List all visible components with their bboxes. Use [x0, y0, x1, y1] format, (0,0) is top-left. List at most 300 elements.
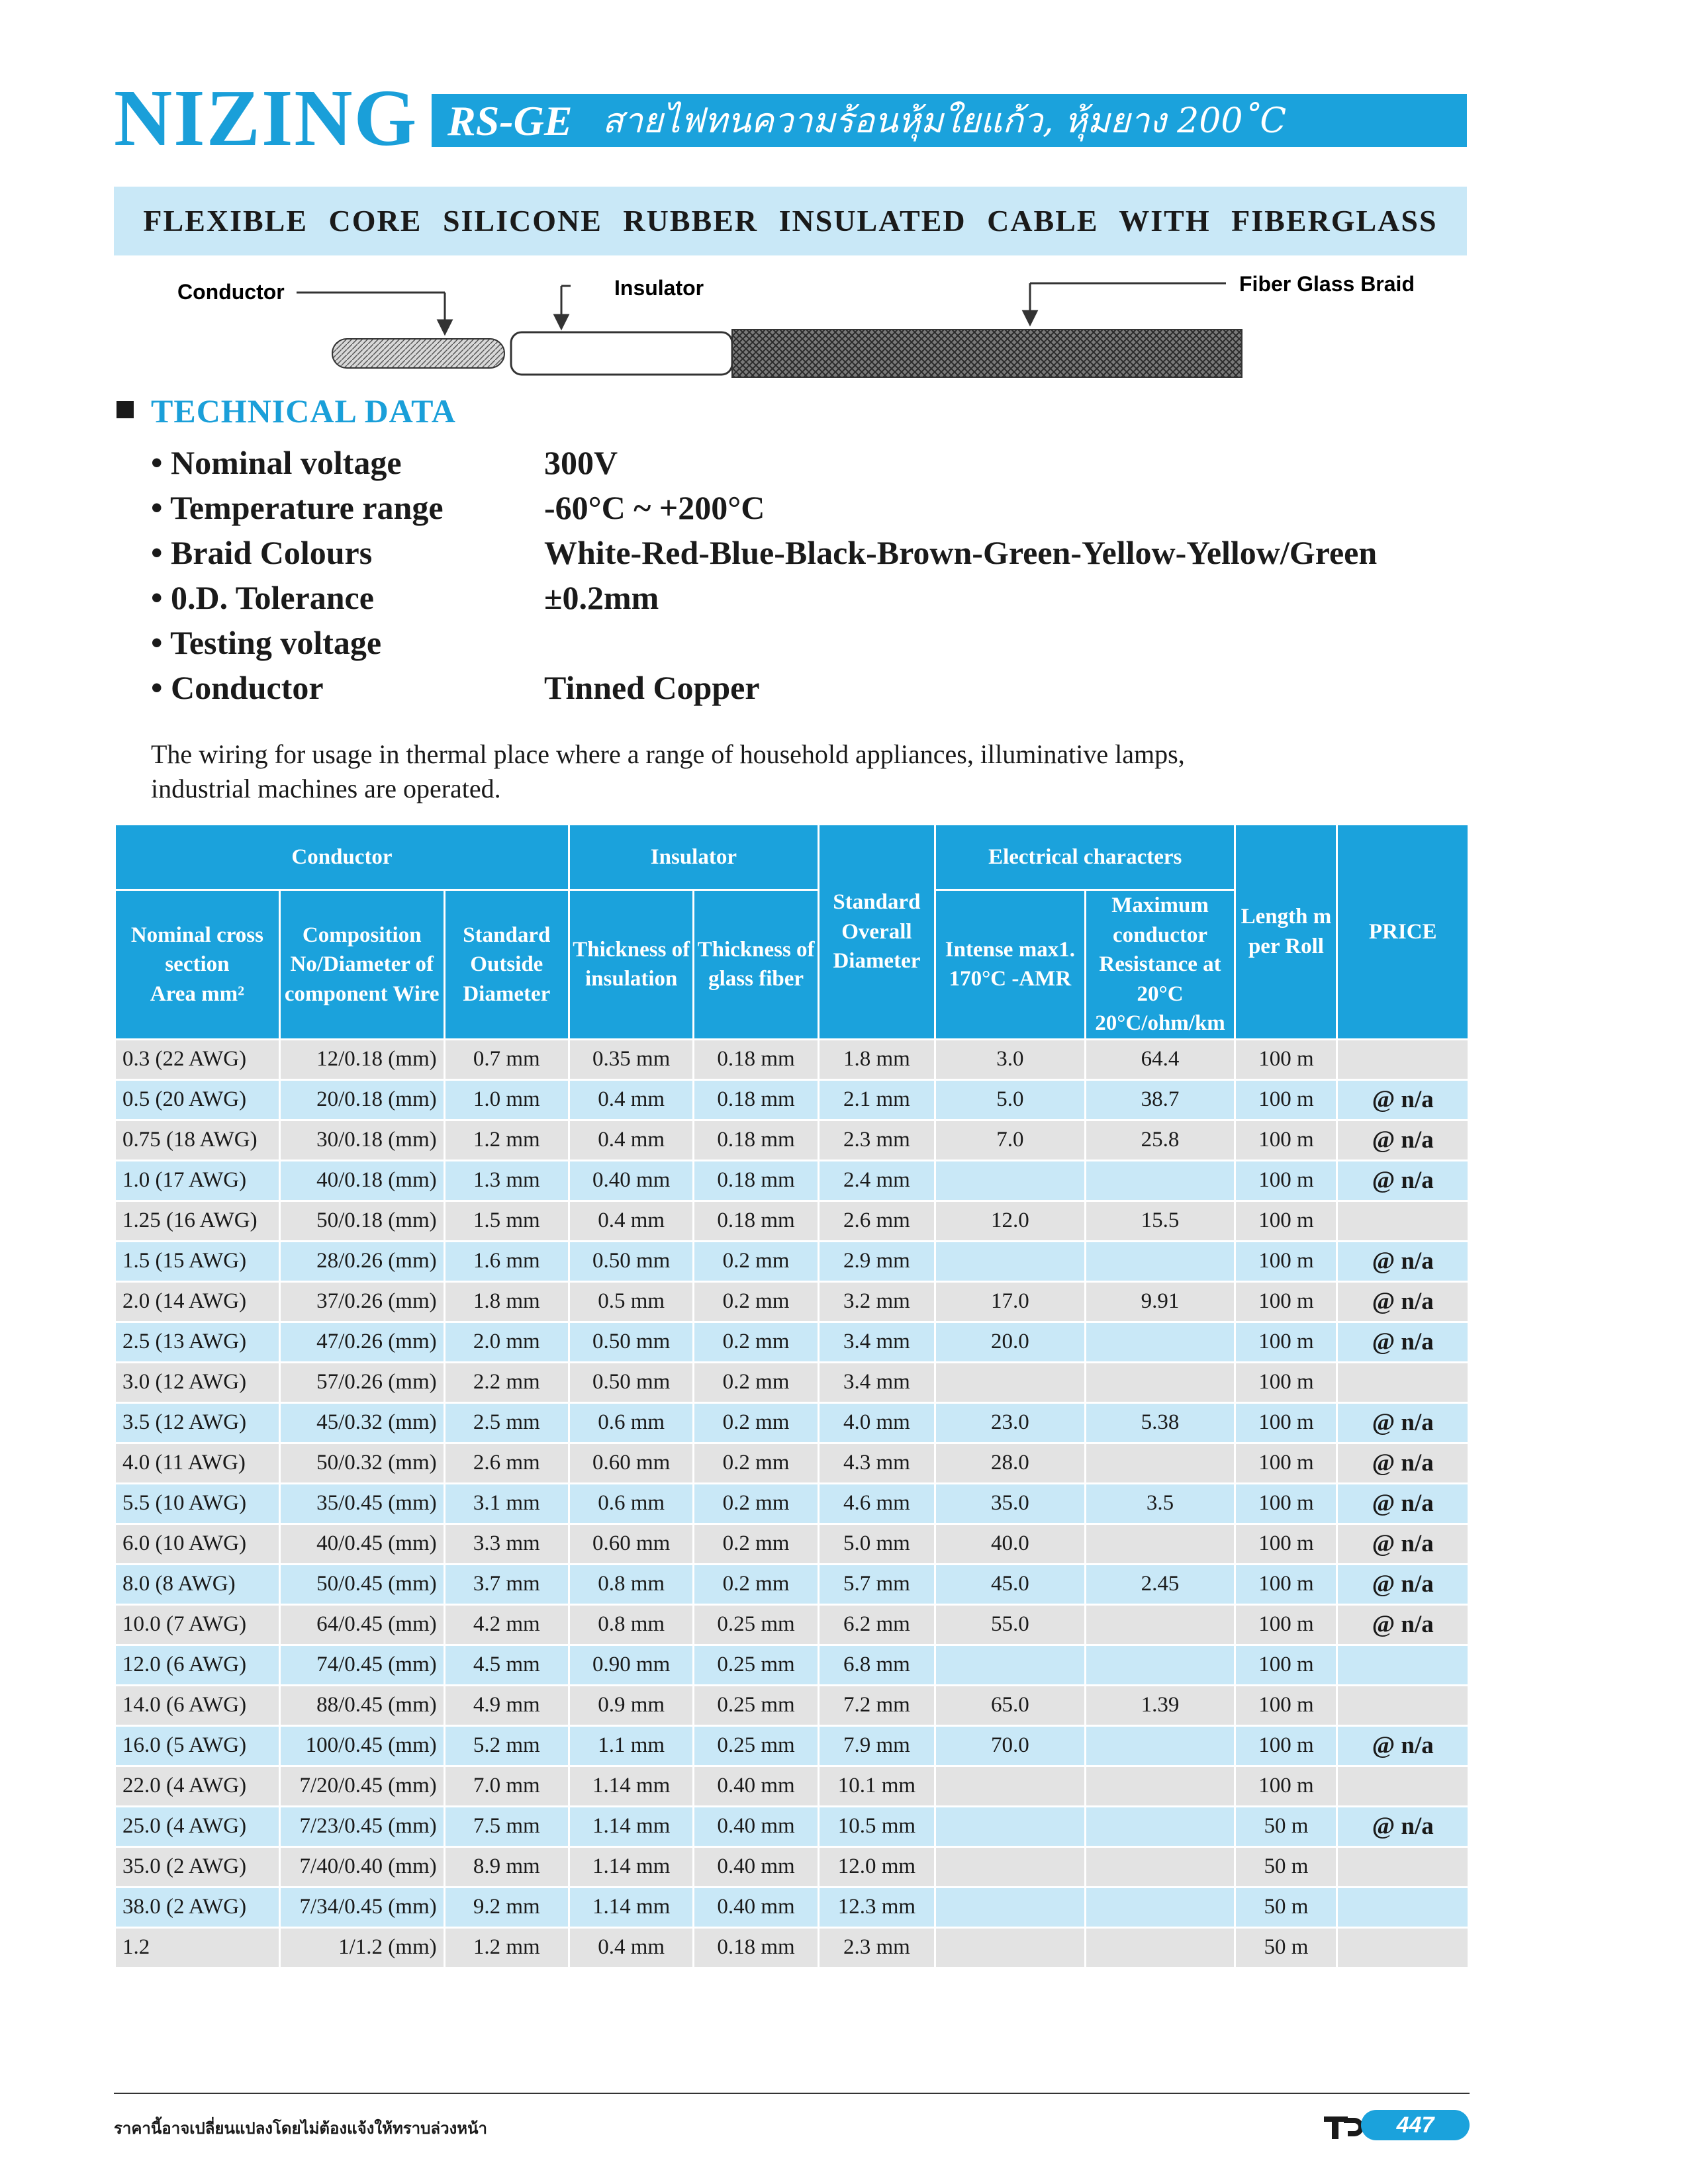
- cell-amr: [936, 1646, 1084, 1684]
- cell-amr: 55.0: [936, 1606, 1084, 1644]
- cell-resistance: [1086, 1323, 1235, 1361]
- cell-area: 1.25 (16 AWG): [116, 1202, 279, 1240]
- cell-outside-diameter: 5.2 mm: [445, 1727, 568, 1765]
- cell-insulation-thickness: 0.8 mm: [570, 1606, 692, 1644]
- cell-outside-diameter: 1.2 mm: [445, 1929, 568, 1967]
- cell-glass-thickness: 0.2 mm: [694, 1242, 817, 1281]
- brand-name: NIZING: [114, 73, 418, 163]
- cell-price: @ n/a: [1338, 1404, 1468, 1442]
- cell-outside-diameter: 7.5 mm: [445, 1807, 568, 1846]
- cell-overall-diameter: 12.0 mm: [820, 1848, 934, 1886]
- header-composition: Composition No/Diameter of component Wire: [281, 891, 444, 1038]
- cell-overall-diameter: 6.8 mm: [820, 1646, 934, 1684]
- cell-resistance: 1.39: [1086, 1686, 1235, 1725]
- header-intense-line2: 170°C -AMR: [949, 967, 1072, 991]
- cell-price: @ n/a: [1338, 1484, 1468, 1523]
- cell-amr: 40.0: [936, 1525, 1084, 1563]
- cell-insulation-thickness: 0.9 mm: [570, 1686, 692, 1725]
- spec-value-temperature: -60°C ~ +200°C: [544, 489, 765, 526]
- cell-resistance: [1086, 1727, 1235, 1765]
- cell-amr: 7.0: [936, 1121, 1084, 1160]
- cell-area: 5.5 (10 AWG): [116, 1484, 279, 1523]
- cell-amr: 70.0: [936, 1727, 1084, 1765]
- cell-price: [1338, 1202, 1468, 1240]
- cell-price: @ n/a: [1338, 1242, 1468, 1281]
- header-nominal-area-line1: Nominal cross section: [130, 923, 263, 977]
- cell-amr: 65.0: [936, 1686, 1084, 1725]
- cell-area: 22.0 (4 AWG): [116, 1767, 279, 1805]
- cell-insulation-thickness: 0.4 mm: [570, 1121, 692, 1160]
- cell-glass-thickness: 0.40 mm: [694, 1807, 817, 1846]
- cell-length: 100 m: [1236, 1606, 1336, 1644]
- cell-overall-diameter: 4.3 mm: [820, 1444, 934, 1482]
- cell-price: [1338, 1767, 1468, 1805]
- cell-composition: 40/0.45 (mm): [281, 1525, 444, 1563]
- cell-resistance: [1086, 1929, 1235, 1967]
- table-row: [116, 1565, 1468, 1604]
- header-thickness-glass: Thickness of glass fiber: [694, 891, 817, 1038]
- cell-outside-diameter: 3.7 mm: [445, 1565, 568, 1604]
- cell-resistance: 15.5: [1086, 1202, 1235, 1240]
- cell-insulation-thickness: 0.4 mm: [570, 1202, 692, 1240]
- cell-length: 100 m: [1236, 1646, 1336, 1684]
- cell-length: 100 m: [1236, 1121, 1336, 1160]
- cell-length: 100 m: [1236, 1686, 1336, 1725]
- cell-composition: 35/0.45 (mm): [281, 1484, 444, 1523]
- cell-area: 0.5 (20 AWG): [116, 1081, 279, 1119]
- cell-insulation-thickness: 0.50 mm: [570, 1242, 692, 1281]
- cell-overall-diameter: 5.0 mm: [820, 1525, 934, 1563]
- cell-resistance: [1086, 1807, 1235, 1846]
- cell-composition: 12/0.18 (mm): [281, 1040, 444, 1079]
- cell-glass-thickness: 0.18 mm: [694, 1161, 817, 1200]
- cell-glass-thickness: 0.25 mm: [694, 1686, 817, 1725]
- cell-price: [1338, 1040, 1468, 1079]
- header-length: Length m per Roll: [1236, 825, 1336, 1038]
- cell-insulation-thickness: 0.90 mm: [570, 1646, 692, 1684]
- cell-composition: 47/0.26 (mm): [281, 1323, 444, 1361]
- cell-price: [1338, 1646, 1468, 1684]
- cell-outside-diameter: 4.2 mm: [445, 1606, 568, 1644]
- spec-label-tolerance: • 0.D. Tolerance: [151, 579, 374, 616]
- cell-resistance: [1086, 1888, 1235, 1927]
- cell-amr: [936, 1767, 1084, 1805]
- cell-amr: 5.0: [936, 1081, 1084, 1119]
- cell-insulation-thickness: 0.40 mm: [570, 1161, 692, 1200]
- cell-overall-diameter: 3.2 mm: [820, 1283, 934, 1321]
- cell-overall-diameter: 1.8 mm: [820, 1040, 934, 1079]
- spec-value-voltage: 300V: [544, 444, 618, 481]
- cell-length: 100 m: [1236, 1404, 1336, 1442]
- table-row: [116, 1646, 1468, 1684]
- cell-length: 50 m: [1236, 1807, 1336, 1846]
- cell-glass-thickness: 0.40 mm: [694, 1767, 817, 1805]
- cell-insulation-thickness: 1.14 mm: [570, 1888, 692, 1927]
- cell-resistance: [1086, 1606, 1235, 1644]
- cell-length: 100 m: [1236, 1283, 1336, 1321]
- cell-area: 1.2: [116, 1929, 279, 1967]
- cell-length: 100 m: [1236, 1040, 1336, 1079]
- cell-insulation-thickness: 0.60 mm: [570, 1444, 692, 1482]
- cell-outside-diameter: 2.0 mm: [445, 1323, 568, 1361]
- cell-composition: 7/40/0.40 (mm): [281, 1848, 444, 1886]
- cell-overall-diameter: 4.0 mm: [820, 1404, 934, 1442]
- cell-glass-thickness: 0.18 mm: [694, 1202, 817, 1240]
- cell-area: 16.0 (5 AWG): [116, 1727, 279, 1765]
- spec-label-conductor: • Conductor: [151, 669, 324, 706]
- cell-insulation-thickness: 0.5 mm: [570, 1283, 692, 1321]
- cell-glass-thickness: 0.2 mm: [694, 1283, 817, 1321]
- cell-amr: [936, 1161, 1084, 1200]
- cell-insulation-thickness: 1.14 mm: [570, 1767, 692, 1805]
- cell-resistance: 3.5: [1086, 1484, 1235, 1523]
- table-row: [116, 1929, 1468, 1967]
- table-row: [116, 1404, 1468, 1442]
- cell-length: 100 m: [1236, 1242, 1336, 1281]
- cell-area: 4.0 (11 AWG): [116, 1444, 279, 1482]
- cell-overall-diameter: 5.7 mm: [820, 1565, 934, 1604]
- cell-composition: 1/1.2 (mm): [281, 1929, 444, 1967]
- cell-outside-diameter: 3.1 mm: [445, 1484, 568, 1523]
- table-row: [116, 1323, 1468, 1361]
- cell-amr: [936, 1242, 1084, 1281]
- cell-insulation-thickness: 0.6 mm: [570, 1484, 692, 1523]
- cell-outside-diameter: 7.0 mm: [445, 1767, 568, 1805]
- fiberglass-braid-section: [732, 330, 1242, 377]
- cell-insulation-thickness: 0.4 mm: [570, 1081, 692, 1119]
- cell-outside-diameter: 0.7 mm: [445, 1040, 568, 1079]
- product-subtitle: FLEXIBLE CORE SILICONE RUBBER INSULATED CABLE WITH FIBERGLASS: [143, 204, 1438, 238]
- cell-overall-diameter: 10.1 mm: [820, 1767, 934, 1805]
- cell-resistance: 64.4: [1086, 1040, 1235, 1079]
- cell-insulation-thickness: 0.60 mm: [570, 1525, 692, 1563]
- cell-composition: 28/0.26 (mm): [281, 1242, 444, 1281]
- cell-composition: 7/20/0.45 (mm): [281, 1767, 444, 1805]
- cell-insulation-thickness: 0.50 mm: [570, 1323, 692, 1361]
- cell-overall-diameter: 7.2 mm: [820, 1686, 934, 1725]
- cell-glass-thickness: 0.25 mm: [694, 1646, 817, 1684]
- cell-area: 0.75 (18 AWG): [116, 1121, 279, 1160]
- footer-divider: [114, 2093, 1470, 2094]
- cell-outside-diameter: 8.9 mm: [445, 1848, 568, 1886]
- cell-amr: 17.0: [936, 1283, 1084, 1321]
- cell-resistance: 9.91: [1086, 1283, 1235, 1321]
- header-outside-diameter: Standard Outside Diameter: [445, 891, 568, 1038]
- cell-length: 100 m: [1236, 1363, 1336, 1402]
- cell-length: 100 m: [1236, 1767, 1336, 1805]
- table-row: [116, 1040, 1468, 1079]
- cell-composition: 50/0.32 (mm): [281, 1444, 444, 1482]
- cell-amr: 28.0: [936, 1444, 1084, 1482]
- cell-glass-thickness: 0.25 mm: [694, 1727, 817, 1765]
- cell-length: 100 m: [1236, 1323, 1336, 1361]
- cell-resistance: [1086, 1525, 1235, 1563]
- header-intense-amr: [936, 891, 1084, 1038]
- cell-length: 50 m: [1236, 1848, 1336, 1886]
- cell-overall-diameter: 2.3 mm: [820, 1929, 934, 1967]
- cell-overall-diameter: 3.4 mm: [820, 1363, 934, 1402]
- header-insulator: Insulator: [570, 825, 818, 889]
- cell-resistance: [1086, 1242, 1235, 1281]
- table-row: [116, 1363, 1468, 1402]
- cell-area: 38.0 (2 AWG): [116, 1888, 279, 1927]
- cell-amr: [936, 1807, 1084, 1846]
- insulator-label: Insulator: [614, 276, 704, 300]
- table-row: [116, 1525, 1468, 1563]
- cell-amr: 45.0: [936, 1565, 1084, 1604]
- cell-length: 100 m: [1236, 1565, 1336, 1604]
- cell-area: 2.0 (14 AWG): [116, 1283, 279, 1321]
- conductor-section: [332, 339, 504, 368]
- cell-composition: 64/0.45 (mm): [281, 1606, 444, 1644]
- specification-table: [114, 823, 1470, 1969]
- cell-resistance: 5.38: [1086, 1404, 1235, 1442]
- cell-outside-diameter: 1.8 mm: [445, 1283, 568, 1321]
- cell-insulation-thickness: 1.14 mm: [570, 1848, 692, 1886]
- cell-composition: 50/0.18 (mm): [281, 1202, 444, 1240]
- table-row: [116, 1888, 1468, 1927]
- table-row: [116, 1283, 1468, 1321]
- cell-length: 100 m: [1236, 1727, 1336, 1765]
- cell-composition: 40/0.18 (mm): [281, 1161, 444, 1200]
- cell-outside-diameter: 4.9 mm: [445, 1686, 568, 1725]
- header-resistance-line2: 20°C/ohm/km: [1095, 1011, 1225, 1036]
- cell-outside-diameter: 1.0 mm: [445, 1081, 568, 1119]
- cell-glass-thickness: 0.2 mm: [694, 1323, 817, 1361]
- cell-length: 100 m: [1236, 1161, 1336, 1200]
- cell-overall-diameter: 10.5 mm: [820, 1807, 934, 1846]
- table-row: [116, 1161, 1468, 1200]
- cell-outside-diameter: 1.5 mm: [445, 1202, 568, 1240]
- cell-composition: 37/0.26 (mm): [281, 1283, 444, 1321]
- cell-outside-diameter: 2.5 mm: [445, 1404, 568, 1442]
- cell-length: 100 m: [1236, 1081, 1336, 1119]
- header-intense-line1: Intense max1.: [945, 937, 1075, 962]
- table-row: [116, 1242, 1468, 1281]
- cell-price: [1338, 1848, 1468, 1886]
- cell-price: @ n/a: [1338, 1161, 1468, 1200]
- table-row: [116, 1202, 1468, 1240]
- cable-diagram: [114, 259, 1467, 385]
- cell-length: 50 m: [1236, 1888, 1336, 1927]
- cell-overall-diameter: 7.9 mm: [820, 1727, 934, 1765]
- cell-insulation-thickness: 0.35 mm: [570, 1040, 692, 1079]
- header-resistance: [1086, 891, 1235, 1038]
- spec-label-temperature: • Temperature range: [151, 489, 444, 526]
- cell-overall-diameter: 6.2 mm: [820, 1606, 934, 1644]
- cell-price: @ n/a: [1338, 1565, 1468, 1604]
- table-row: [116, 1606, 1468, 1644]
- cell-amr: 12.0: [936, 1202, 1084, 1240]
- cell-length: 50 m: [1236, 1929, 1336, 1967]
- cell-composition: 74/0.45 (mm): [281, 1646, 444, 1684]
- cell-composition: 45/0.32 (mm): [281, 1404, 444, 1442]
- model-code: RS-GE: [447, 97, 573, 144]
- cell-composition: 30/0.18 (mm): [281, 1121, 444, 1160]
- cell-price: @ n/a: [1338, 1727, 1468, 1765]
- cell-insulation-thickness: 1.14 mm: [570, 1807, 692, 1846]
- cell-price: @ n/a: [1338, 1807, 1468, 1846]
- cell-area: 14.0 (6 AWG): [116, 1686, 279, 1725]
- spec-value-braid-colours: White-Red-Blue-Black-Brown-Green-Yellow-Yellow/Green: [544, 534, 1378, 571]
- cell-area: 3.5 (12 AWG): [116, 1404, 279, 1442]
- cell-price: [1338, 1363, 1468, 1402]
- cell-area: 1.0 (17 AWG): [116, 1161, 279, 1200]
- header-conductor: Conductor: [116, 825, 568, 889]
- table-row: [116, 1444, 1468, 1482]
- cell-amr: 20.0: [936, 1323, 1084, 1361]
- cell-length: 100 m: [1236, 1202, 1336, 1240]
- cell-composition: 7/23/0.45 (mm): [281, 1807, 444, 1846]
- cell-overall-diameter: 2.1 mm: [820, 1081, 934, 1119]
- cell-amr: 23.0: [936, 1404, 1084, 1442]
- cell-price: [1338, 1929, 1468, 1967]
- cell-insulation-thickness: 0.6 mm: [570, 1404, 692, 1442]
- cell-resistance: [1086, 1848, 1235, 1886]
- header-overall-diameter: Standard Overall Diameter: [820, 825, 934, 1038]
- cell-composition: 88/0.45 (mm): [281, 1686, 444, 1725]
- cell-outside-diameter: 1.2 mm: [445, 1121, 568, 1160]
- spec-value-tolerance: ±0.2mm: [544, 579, 659, 616]
- cell-amr: 3.0: [936, 1040, 1084, 1079]
- cell-insulation-thickness: 0.8 mm: [570, 1565, 692, 1604]
- cell-overall-diameter: 12.3 mm: [820, 1888, 934, 1927]
- cell-price: @ n/a: [1338, 1081, 1468, 1119]
- header-nominal-area-line2: Area mm²: [150, 981, 244, 1006]
- cell-amr: 35.0: [936, 1484, 1084, 1523]
- cell-area: 12.0 (6 AWG): [116, 1646, 279, 1684]
- spec-label-testing-voltage: • Testing voltage: [151, 624, 382, 661]
- cell-glass-thickness: 0.2 mm: [694, 1565, 817, 1604]
- cell-overall-diameter: 3.4 mm: [820, 1323, 934, 1361]
- cell-composition: 50/0.45 (mm): [281, 1565, 444, 1604]
- cell-insulation-thickness: 1.1 mm: [570, 1727, 692, 1765]
- cell-outside-diameter: 2.6 mm: [445, 1444, 568, 1482]
- cell-glass-thickness: 0.2 mm: [694, 1444, 817, 1482]
- insulator-section: [511, 332, 732, 375]
- cell-outside-diameter: 9.2 mm: [445, 1888, 568, 1927]
- table-row: [116, 1767, 1468, 1805]
- conductor-label: Conductor: [177, 280, 285, 304]
- cell-glass-thickness: 0.40 mm: [694, 1848, 817, 1886]
- cell-price: @ n/a: [1338, 1121, 1468, 1160]
- table-row: [116, 1807, 1468, 1846]
- cell-composition: 57/0.26 (mm): [281, 1363, 444, 1402]
- cell-amr: [936, 1888, 1084, 1927]
- cell-price: @ n/a: [1338, 1283, 1468, 1321]
- footer-price-note: ราคานี้อาจเปลี่ยนแปลงโดยไม่ต้องแจ้งให้ทราบล่วงหน้า: [114, 2119, 487, 2138]
- cell-overall-diameter: 4.6 mm: [820, 1484, 934, 1523]
- cell-area: 0.3 (22 AWG): [116, 1040, 279, 1079]
- cell-glass-thickness: 0.2 mm: [694, 1525, 817, 1563]
- cell-overall-diameter: 2.4 mm: [820, 1161, 934, 1200]
- table-body: [116, 1040, 1468, 1967]
- cell-overall-diameter: 2.6 mm: [820, 1202, 934, 1240]
- cell-amr: [936, 1929, 1084, 1967]
- cell-glass-thickness: 0.2 mm: [694, 1404, 817, 1442]
- cell-price: [1338, 1888, 1468, 1927]
- cell-amr: [936, 1363, 1084, 1402]
- cell-length: 100 m: [1236, 1444, 1336, 1482]
- cell-glass-thickness: 0.25 mm: [694, 1606, 817, 1644]
- cell-resistance: [1086, 1444, 1235, 1482]
- cell-composition: 7/34/0.45 (mm): [281, 1888, 444, 1927]
- cell-resistance: [1086, 1363, 1235, 1402]
- table-row: [116, 1121, 1468, 1160]
- header-resistance-line1: Maximum conductor Resistance at 20°C: [1099, 893, 1221, 1006]
- cell-glass-thickness: 0.18 mm: [694, 1081, 817, 1119]
- cell-resistance: [1086, 1646, 1235, 1684]
- cell-area: 10.0 (7 AWG): [116, 1606, 279, 1644]
- table-row: [116, 1848, 1468, 1886]
- cell-area: 6.0 (10 AWG): [116, 1525, 279, 1563]
- cell-price: @ n/a: [1338, 1323, 1468, 1361]
- cell-glass-thickness: 0.2 mm: [694, 1484, 817, 1523]
- description-line-1: The wiring for usage in thermal place where a range of household appliances, illuminative lamps,: [151, 739, 1185, 769]
- cell-insulation-thickness: 0.4 mm: [570, 1929, 692, 1967]
- cell-glass-thickness: 0.40 mm: [694, 1888, 817, 1927]
- cell-outside-diameter: 1.6 mm: [445, 1242, 568, 1281]
- page-number: 447: [1396, 2113, 1434, 2138]
- bullet-square-icon: [117, 401, 134, 418]
- cell-overall-diameter: 2.3 mm: [820, 1121, 934, 1160]
- cell-length: 100 m: [1236, 1525, 1336, 1563]
- spec-value-conductor: Tinned Copper: [544, 669, 760, 706]
- cell-area: 8.0 (8 AWG): [116, 1565, 279, 1604]
- cell-outside-diameter: 4.5 mm: [445, 1646, 568, 1684]
- header-electrical: Electrical characters: [936, 825, 1234, 889]
- cell-glass-thickness: 0.18 mm: [694, 1040, 817, 1079]
- header-price: PRICE: [1338, 825, 1468, 1038]
- table-row: [116, 1727, 1468, 1765]
- braid-label: Fiber Glass Braid: [1239, 272, 1415, 296]
- cell-price: [1338, 1686, 1468, 1725]
- table-row: [116, 1686, 1468, 1725]
- table-row: [116, 1484, 1468, 1523]
- cell-overall-diameter: 2.9 mm: [820, 1242, 934, 1281]
- description-line-2: industrial machines are operated.: [151, 774, 501, 803]
- cell-resistance: [1086, 1767, 1235, 1805]
- cell-glass-thickness: 0.18 mm: [694, 1121, 817, 1160]
- cell-area: 1.5 (15 AWG): [116, 1242, 279, 1281]
- table-row: [116, 1081, 1468, 1119]
- cell-insulation-thickness: 0.50 mm: [570, 1363, 692, 1402]
- thai-product-title: สายไฟทนความร้อนหุ้มใยแก้ว, หุ้มยาง 200˚C: [602, 101, 1287, 141]
- cell-area: 3.0 (12 AWG): [116, 1363, 279, 1402]
- cell-resistance: 2.45: [1086, 1565, 1235, 1604]
- cell-area: 2.5 (13 AWG): [116, 1323, 279, 1361]
- cell-outside-diameter: 3.3 mm: [445, 1525, 568, 1563]
- cell-area: 35.0 (2 AWG): [116, 1848, 279, 1886]
- cell-glass-thickness: 0.18 mm: [694, 1929, 817, 1967]
- cell-length: 100 m: [1236, 1484, 1336, 1523]
- cell-resistance: 38.7: [1086, 1081, 1235, 1119]
- cell-amr: [936, 1848, 1084, 1886]
- cell-price: @ n/a: [1338, 1606, 1468, 1644]
- pointer-arrows: [297, 283, 1226, 334]
- header-nominal-area: [116, 891, 279, 1038]
- cell-area: 25.0 (4 AWG): [116, 1807, 279, 1846]
- cell-price: @ n/a: [1338, 1444, 1468, 1482]
- cell-resistance: [1086, 1161, 1235, 1200]
- cell-resistance: 25.8: [1086, 1121, 1235, 1160]
- cell-outside-diameter: 1.3 mm: [445, 1161, 568, 1200]
- spec-label-voltage: • Nominal voltage: [151, 444, 402, 481]
- header-thickness-insulation: Thickness of insulation: [570, 891, 692, 1038]
- cell-glass-thickness: 0.2 mm: [694, 1363, 817, 1402]
- cell-price: @ n/a: [1338, 1525, 1468, 1563]
- cell-composition: 20/0.18 (mm): [281, 1081, 444, 1119]
